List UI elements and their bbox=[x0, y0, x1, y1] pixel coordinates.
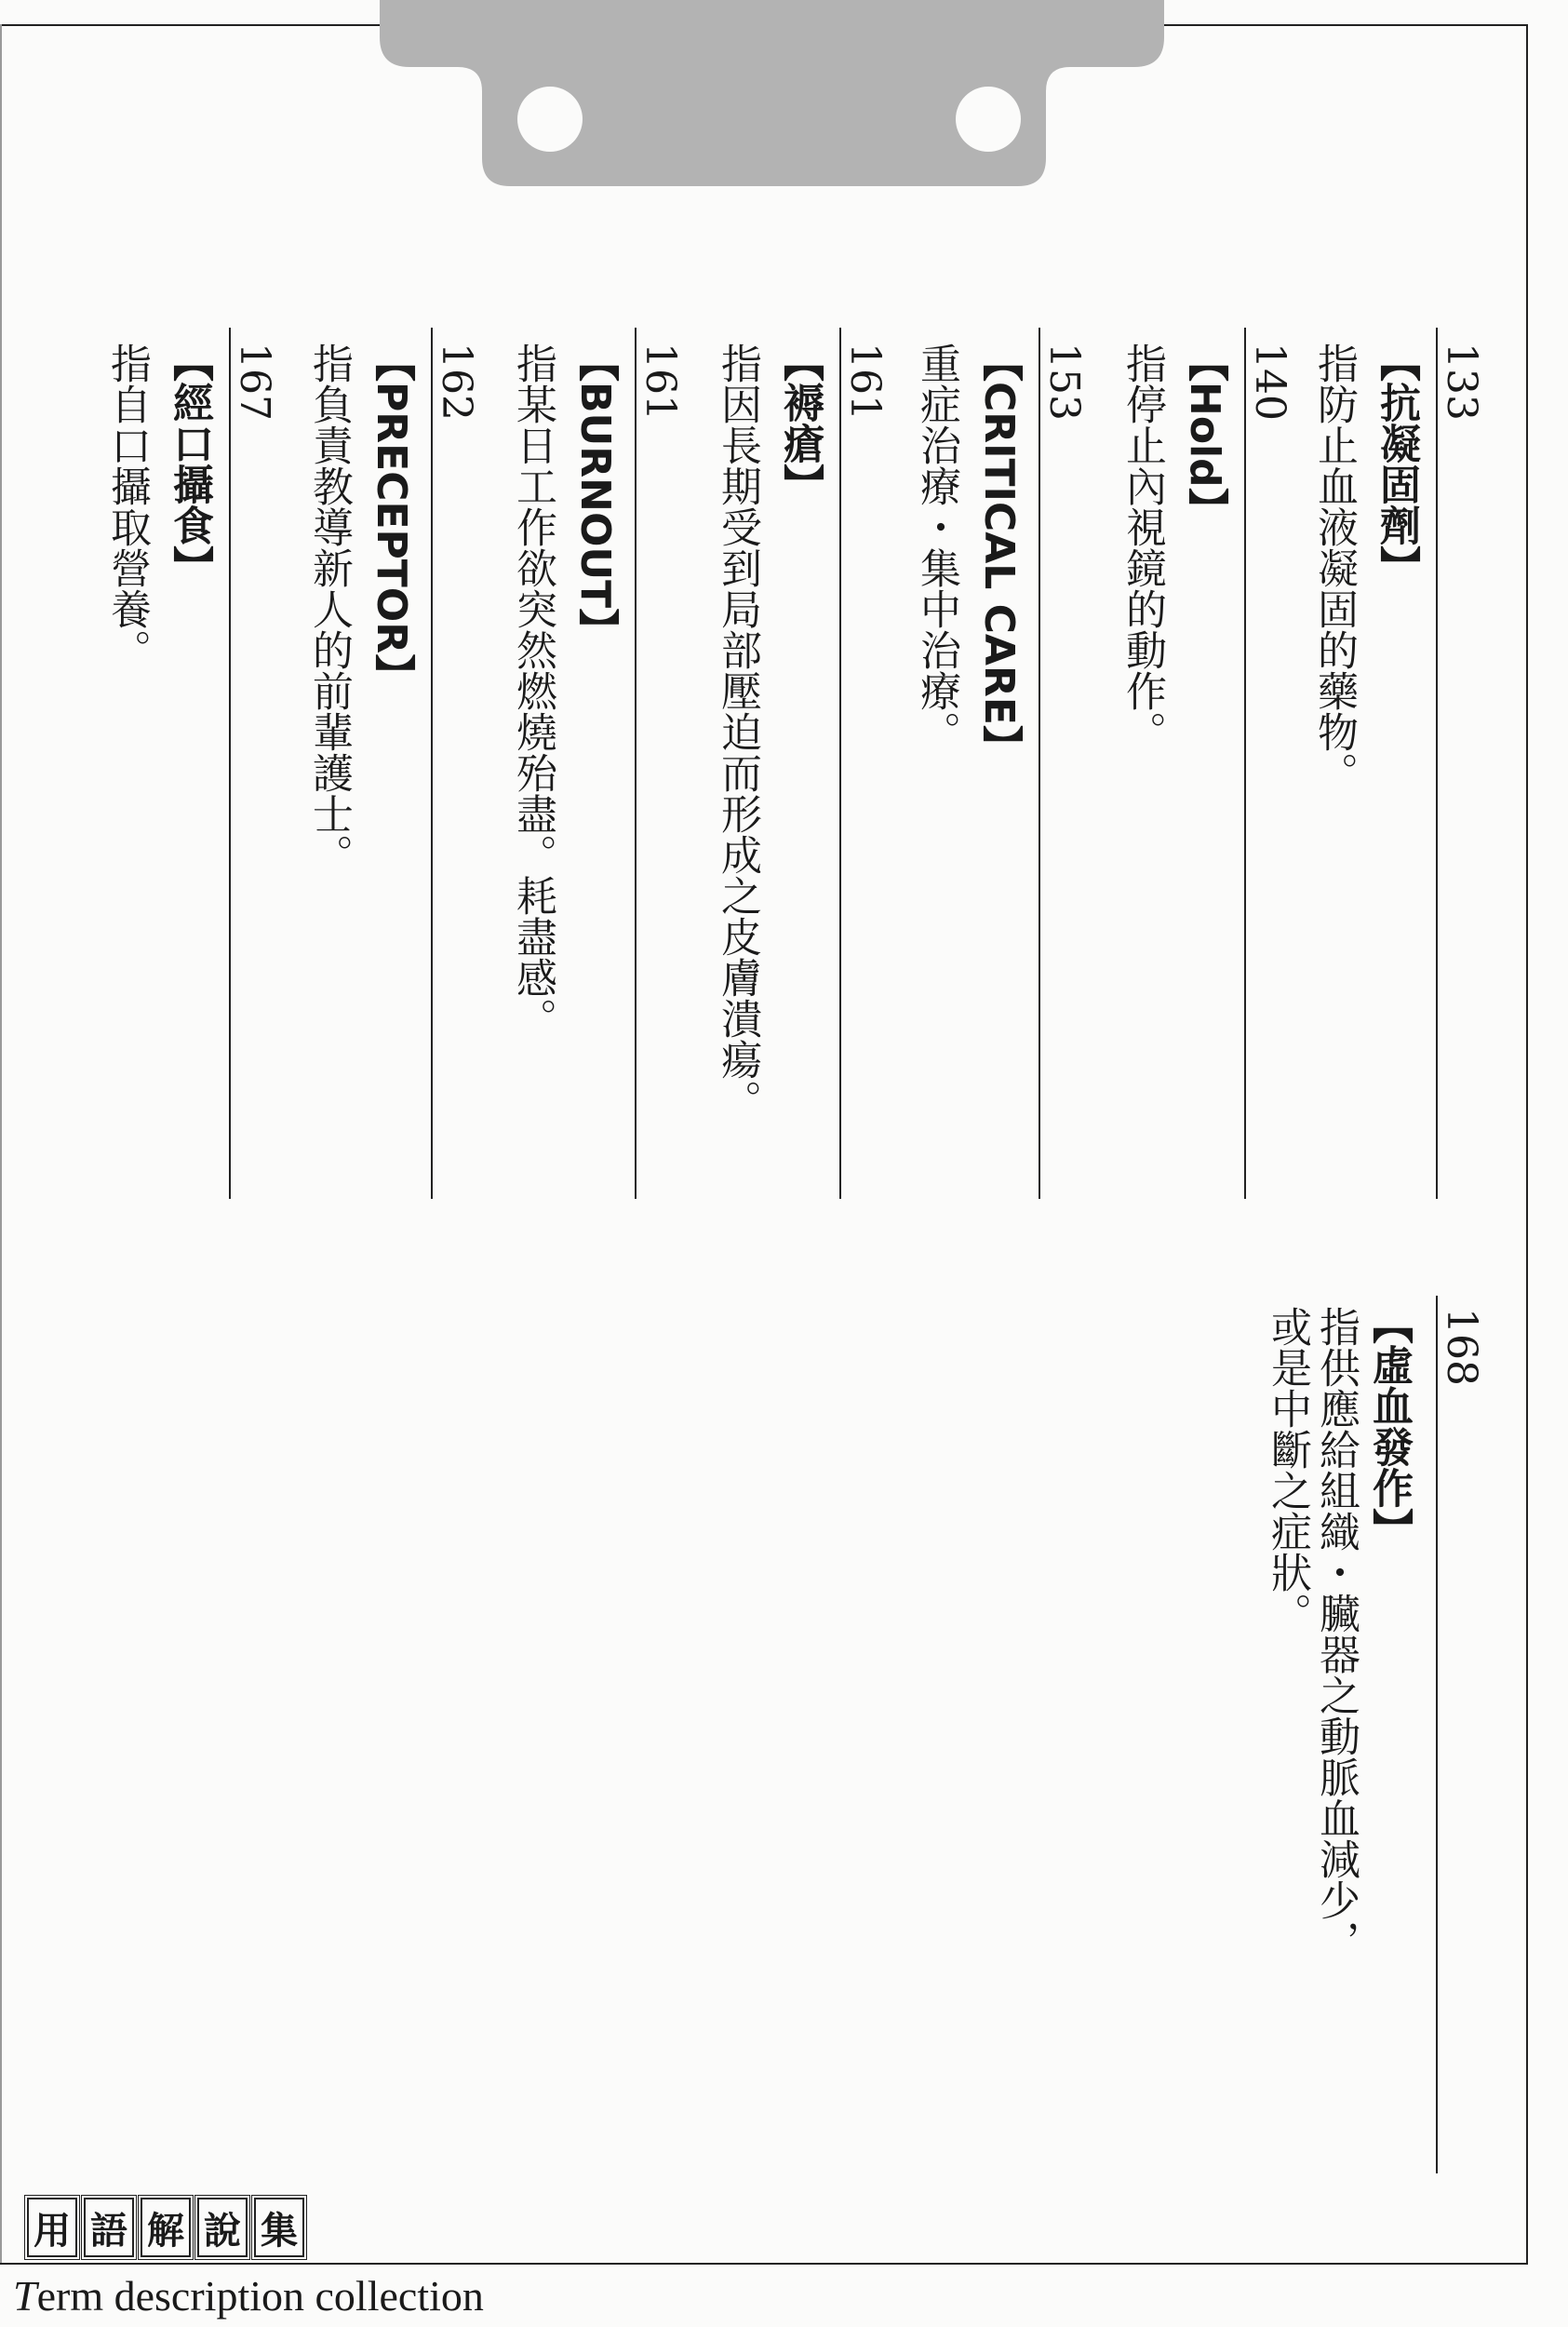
term-description: 重症治療・集中治療。 bbox=[913, 343, 960, 752]
entry-divider bbox=[1039, 328, 1040, 1199]
page-number: 168 bbox=[1438, 1308, 1485, 1386]
page-number: 140 bbox=[1246, 343, 1293, 421]
page-number: 153 bbox=[1040, 343, 1088, 421]
term-description: 指因長期受到局部壓迫而形成之皮膚潰瘍。 bbox=[714, 343, 761, 1121]
page-number: 133 bbox=[1438, 343, 1485, 421]
title-char: 解 bbox=[141, 2198, 191, 2257]
subtitle-initial: T bbox=[13, 2272, 37, 2320]
clipboard-clip bbox=[0, 0, 1568, 205]
term-description: 或是中斷之症狀。 bbox=[1264, 1306, 1311, 1634]
term-heading: 【Hold】 bbox=[1181, 341, 1228, 529]
title-char: 語 bbox=[84, 2198, 134, 2257]
entry-divider bbox=[431, 328, 433, 1199]
term-heading: 【抗凝固劑】 bbox=[1373, 341, 1420, 586]
entry-divider bbox=[1244, 328, 1246, 1199]
frame-left-border bbox=[0, 24, 2, 2265]
term-description: 指某日工作欲突然燃燒殆盡。耗盡感。 bbox=[509, 343, 556, 1039]
term-description: 指供應給組織・臟器之動脈血減少， bbox=[1312, 1306, 1360, 1961]
frame-right-border bbox=[1526, 24, 1528, 2265]
entry-divider bbox=[1436, 1296, 1438, 2173]
entry-divider bbox=[635, 328, 637, 1199]
page-number: 167 bbox=[231, 343, 278, 421]
entry-divider bbox=[1436, 328, 1438, 1199]
frame-bottom-border bbox=[0, 2263, 1528, 2265]
term-heading: 【BURNOUT】 bbox=[571, 341, 619, 650]
clip-hole-right bbox=[956, 87, 1021, 152]
subtitle-text: erm description collection bbox=[36, 2272, 484, 2320]
term-description: 指自口攝取營養。 bbox=[103, 343, 151, 670]
term-heading: 【CRITICAL CARE】 bbox=[975, 341, 1023, 766]
entry-divider bbox=[229, 328, 231, 1199]
term-heading: 【虛血發作】 bbox=[1365, 1303, 1413, 1549]
page-number: 162 bbox=[433, 343, 480, 421]
glossary-title bbox=[27, 2198, 308, 2257]
page-number: 161 bbox=[841, 343, 889, 421]
title-char: 說 bbox=[197, 2198, 248, 2257]
clip-shape bbox=[380, 0, 1164, 186]
glossary-subtitle bbox=[13, 2271, 484, 2321]
term-heading: 【經口攝食】 bbox=[166, 341, 213, 586]
term-description: 指停止內視鏡的動作。 bbox=[1119, 343, 1166, 752]
entry-divider bbox=[839, 328, 841, 1199]
term-heading: 【PRECEPTOR】 bbox=[368, 341, 415, 695]
term-description: 指負責教導新人的前輩護士。 bbox=[305, 343, 353, 875]
term-description: 指防止血液凝固的藥物。 bbox=[1310, 343, 1358, 793]
clip-hole-left bbox=[517, 87, 583, 152]
page-number: 161 bbox=[637, 343, 684, 421]
title-char: 集 bbox=[254, 2198, 304, 2257]
term-heading: 【褥瘡】 bbox=[776, 341, 824, 504]
title-char: 用 bbox=[27, 2198, 77, 2257]
